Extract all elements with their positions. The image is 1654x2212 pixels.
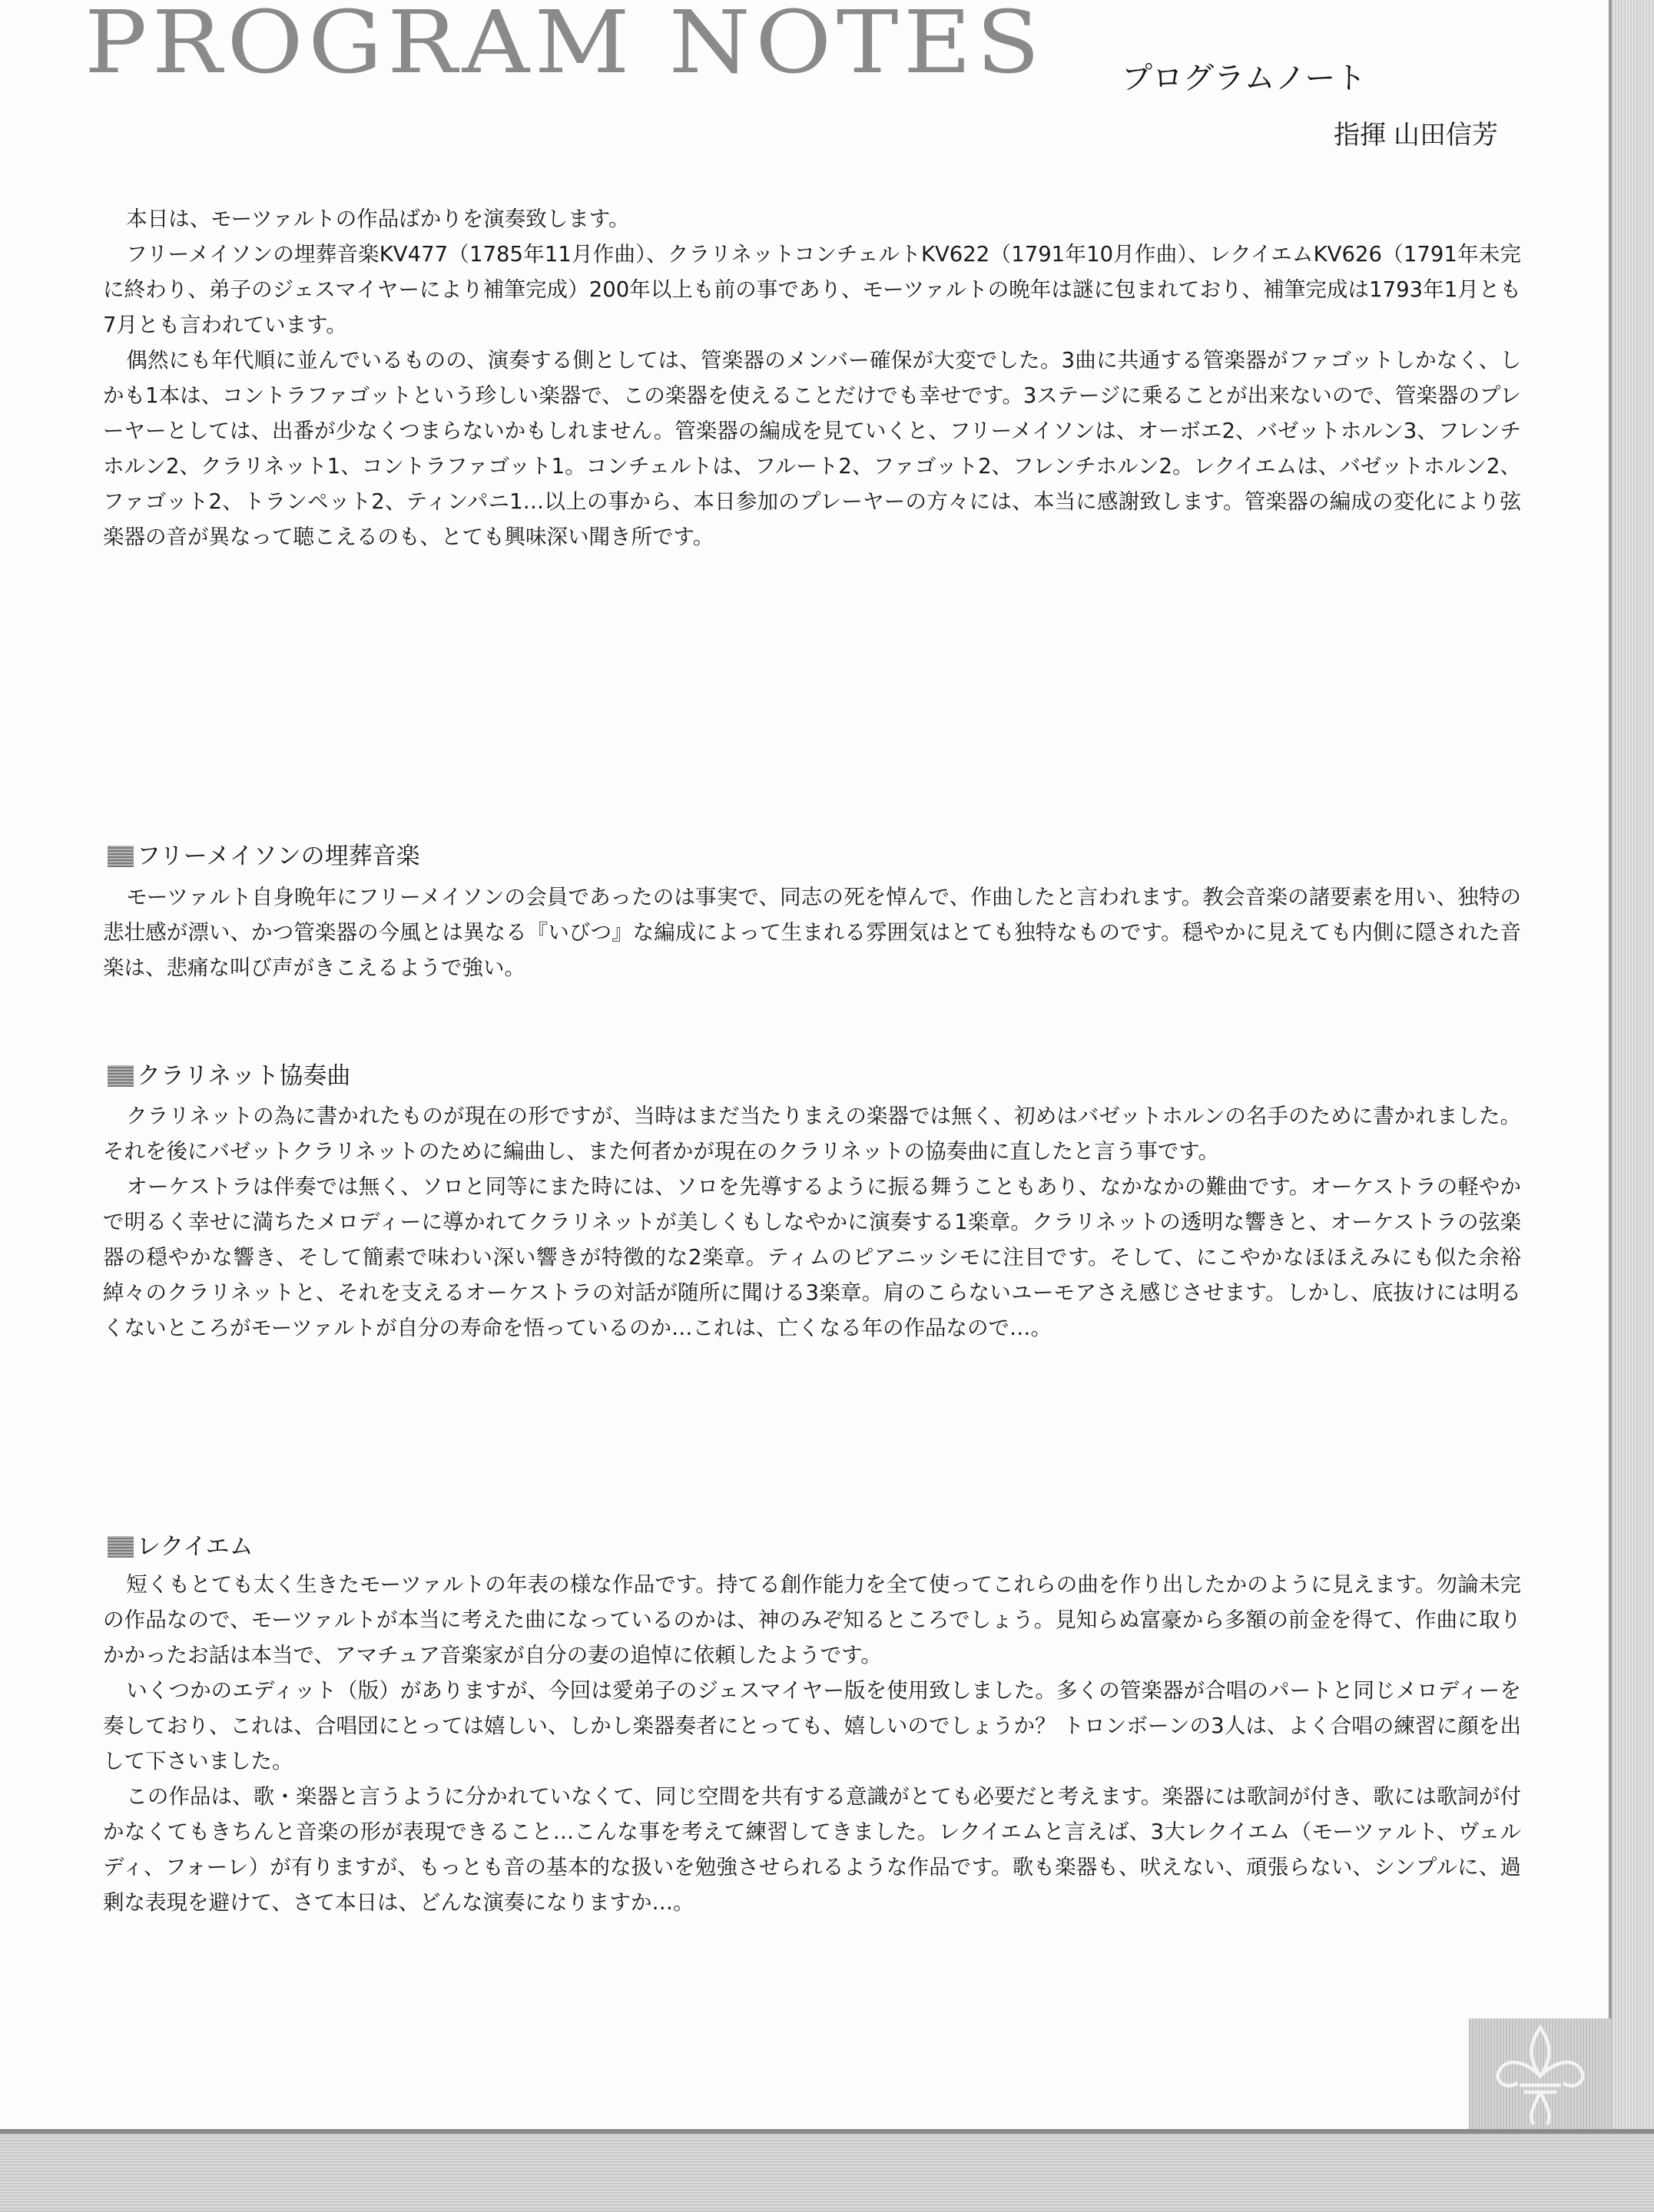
section-heading-text: レクイエム — [137, 1533, 254, 1561]
bottom-border-band — [0, 2134, 1654, 2212]
intro-paragraph: フリーメイソンの埋葬音楽KV477（1785年11月作曲）、クラリネットコンチェルトKV622（1791年10月作曲）、レクイエムKV626（1791年未完に終わり、弟子のジェスマイヤーにより補筆完成）200年以上も前の事であり、モーツァルトの晩年は謎に包まれており、補筆完成は1793年1月とも7月とも言われています。 — [103, 242, 1521, 337]
intro-paragraph: 本日は、モーツァルトの作品ばかりを演奏致します。 — [126, 207, 630, 231]
section-paragraph: クラリネットの為に書かれたものが現在の形ですが、当時はまだ当たりまえの楽器では無く、初めはバゼットホルンの名手のために書かれました。それを後にバゼットクラリネットのために編曲し、また何者かが現在のクラリネットの協奏曲に直したと言う事です。 — [103, 1104, 1521, 1164]
section-paragraph: 短くもとても太く生きたモーツァルトの年表の様な作品です。持てる創作能力を全て使ってこれらの曲を作り出したかのように見えます。勿論未完の作品なので、モーツァルトが本当に考えた曲になっているのかは、神のみぞ知るところでしょう。見知らぬ富豪から多額の前金を得て、作曲に取りかかったお話は本当で、アマチュア音楽家が自分の妻の追悼に依頼したようです。 — [103, 1572, 1521, 1667]
conductor-label: 指揮 — [1334, 120, 1386, 151]
section-heading-text: フリーメイソンの埋葬音楽 — [137, 843, 420, 870]
right-border-band — [1612, 0, 1654, 2212]
conductor-name: 山田信芳 — [1394, 120, 1498, 151]
section-heading-text: クラリネット協奏曲 — [137, 1062, 351, 1090]
section-marker-icon — [108, 846, 134, 867]
intro-text — [103, 201, 1521, 555]
section-heading-freemason — [108, 841, 420, 872]
section-marker-icon — [108, 1065, 134, 1087]
section-paragraph: いくつかのエディット（版）がありますが、今回は愛弟子のジェスマイヤー版を使用致しました。多くの管楽器が合唱のパートと同じメロディーを奏しており、これは、合唱団にとっては嬉しい、しかし楽器奏者にとっても、嬉しいのでしょうか？ トロンボーンの3人は、よく合唱の練習に顔を出して下さいました。 — [103, 1678, 1521, 1773]
section-marker-icon — [108, 1536, 134, 1558]
fleur-de-lis-icon — [1483, 2018, 1598, 2134]
section-paragraph: この作品は、歌・楽器と言うように分かれていなくて、同じ空間を共有する意識がとても必要だと考えます。楽器には歌詞が付き、歌には歌詞が付かなくてもきちんと音楽の形が表現できること…こんな事を考えて練習してきました。レクイエムと言えば、3大レクイエム（モーツァルト、ヴェルディ、フォーレ）が有りますが、もっとも音の基本的な扱いを勉強させられるような作品です。歌も楽器も、吠えない、頑張らない、シンプルに、過剰な表現を避けて、さて本日は、どんな演奏になりますか…。 — [103, 1784, 1521, 1915]
page-title: PROGRAM NOTES — [85, 0, 1046, 93]
page-subtitle: プログラムノート — [1122, 61, 1367, 96]
section-paragraph: オーケストラは伴奏では無く、ソロと同等にまた時には、ソロを先導するように振る舞うこともあり、なかなかの難曲です。オーケストラの軽やかで明るく幸せに満ちたメロディーに導かれてクラリネットが美しくもしなやかに演奏する1楽章。クラリネットの透明な響きと、オーケストラの弦楽器の穏やかな響き、そして簡素で味わい深い響きが特徴的な2楽章。ティムのピアニッシモに注目です。そして、にこやかなほほえみにも似た余裕綽々のクラリネットと、それを支えるオーケストラの対話が随所に聞ける3楽章。肩のこらないユーモアさえ感じさせます。しかし、底抜けには明るくないところがモーツァルトが自分の寿命を悟っているのか…これは、亡くなる年の作品なので…。 — [103, 1174, 1521, 1340]
section-heading-requiem — [108, 1532, 254, 1562]
section-body-clarinet — [103, 1098, 1521, 1346]
section-body-requiem — [103, 1567, 1521, 1920]
section-paragraph: モーツァルト自身晩年にフリーメイソンの会員であったのは事実で、同志の死を悼んで、作曲したと言われます。教会音楽の諸要素を用い、独特の悲壮感が漂い、かつ管楽器の今風とは異なる『いびつ』な編成によって生まれる雰囲気はとても独特なものです。穏やかに見えても内側に隠された音楽は、悲痛な叫び声がきこえるようで強い。 — [103, 885, 1521, 980]
intro-paragraph: 偶然にも年代順に並んでいるものの、演奏する側としては、管楽器のメンバー確保が大変でした。3曲に共通する管楽器がファゴットしかなく、しかも1本は、コントラファゴットという珍しい楽器で、この楽器を使えることだけでも幸せです。3ステージに乗ることが出来ないので、管楽器のプレーヤーとしては、出番が少なくつまらないかもしれません。管楽器の編成を見ていくと、フリーメイソンは、オーボエ2、バゼットホルン3、フレンチホルン2、クラリネット1、コントラファゴット1。コンチェルトは、フルート2、ファゴット2、フレンチホルン2。レクイエムは、バゼットホルン2、ファゴット2、トランペット2、ティンパニ1…以上の事から、本日参加のプレーヤーの方々には、本当に感謝致します。管楽器の編成の変化により弦楽器の音が異なって聴こえるのも、とても興味深い聞き所です。 — [103, 348, 1521, 549]
conductor-credit — [1334, 114, 1506, 151]
section-heading-clarinet — [108, 1061, 350, 1091]
section-body-freemason — [103, 879, 1521, 985]
